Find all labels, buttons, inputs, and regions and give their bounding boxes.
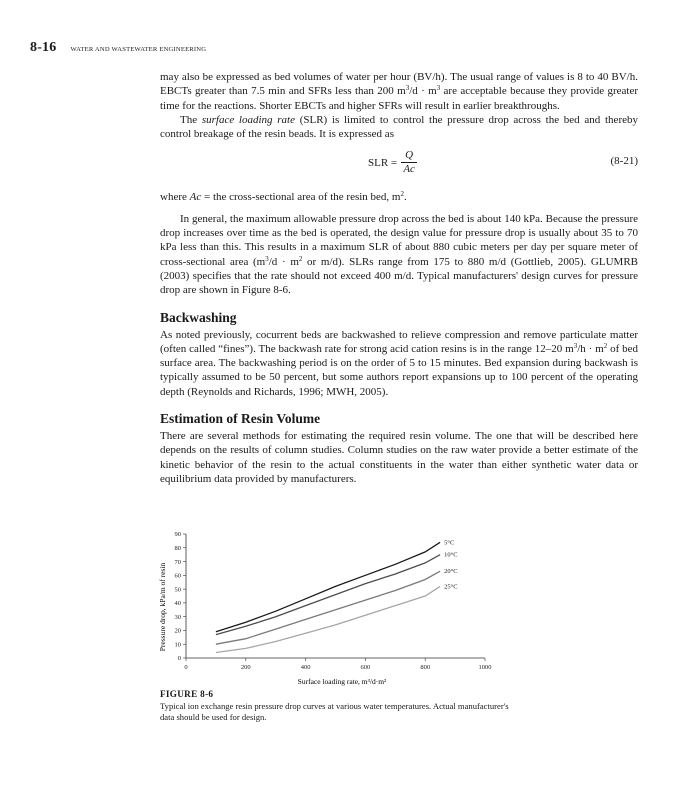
paragraph-bed-volumes: may also be expressed as bed volumes of water per hour (BV/h). The usual range of values is 8 to 40 BV/h. EBCTs greater than 7.5 min and SFRs less than 200 $m^3/d \cdot m^3$ are acceptable because they provide greater time for the reactions. Shorter EBCTs and higher SFRs will result in earlier breakthroughs. bbox=[160, 71, 639, 112]
series-line bbox=[216, 571, 440, 644]
paragraph-pressure-drop: In general, the maximum allowable pressure drop across the bed is about 140 kPa. Because the pressure drop increases over time as the bed is operated, the design value for pressure drop is usually about 35 to 70 kPa less than this. This results in a maximum SLR of about 880 cubic meters per day per square meter of cross-sectional area ($m^3/d \cdot m^2$ or m/d). SLRs range from 175 to 880 m/d (Gottlieb, 2005). GLUMRB (2003) specifies that the rate should not exceed 400 m/d. Typical manufacturers' design curves for pressure drop are shown in Figure 8-6. bbox=[160, 212, 638, 297]
x-tick-label: 800 bbox=[420, 664, 431, 671]
page-number: 8-16 bbox=[30, 40, 57, 55]
figure-caption-text: Typical ion exchange resin pressure drop curves at various water temperatures. Actual manufacturer's data should be used for design. bbox=[160, 701, 509, 722]
y-tick-label: 60 bbox=[174, 572, 181, 580]
figure-label: FIGURE 8-6 bbox=[160, 689, 214, 699]
running-head: WATER AND WASTEWATER ENGINEERING bbox=[70, 46, 207, 53]
section-heading-resin-volume: Estimation of Resin Volume bbox=[160, 411, 321, 427]
series-line bbox=[216, 586, 440, 652]
series-label: 10°C bbox=[444, 551, 458, 559]
page-header bbox=[30, 40, 206, 56]
body-text bbox=[160, 70, 638, 486]
y-tick-label: 80 bbox=[174, 544, 181, 552]
equation-fraction bbox=[401, 149, 417, 176]
chart-series bbox=[216, 539, 458, 652]
x-axis-label: Surface loading rate, m³/d·m² bbox=[297, 677, 387, 686]
y-tick-label: 30 bbox=[174, 613, 181, 621]
equation-where-clause: where Ac = the cross-sectional area of the resin bed, $m^2$. bbox=[160, 190, 407, 204]
section-heading-backwashing: Backwashing bbox=[160, 309, 237, 325]
x-tick-label: 1000 bbox=[478, 664, 492, 671]
y-tick-label: 20 bbox=[174, 627, 181, 635]
equation-lhs: SLR = bbox=[368, 156, 398, 169]
x-tick-label: 200 bbox=[240, 664, 251, 671]
pressure-drop-chart bbox=[156, 524, 516, 686]
y-tick-label: 50 bbox=[174, 586, 181, 594]
y-tick-label: 10 bbox=[174, 641, 181, 649]
equation-denominator: Ac bbox=[403, 163, 415, 176]
y-tick-label: 0 bbox=[177, 655, 181, 663]
x-tick-label: 600 bbox=[360, 664, 371, 671]
figure-caption bbox=[160, 689, 520, 723]
equation-number: (8-21) bbox=[610, 155, 638, 168]
paragraph-surface-loading-rate: The surface loading rate (SLR) is limited to control the pressure drop across the bed and thereby control breakage of the resin beads. It is expressed as bbox=[160, 113, 638, 141]
equation-8-21 bbox=[160, 147, 638, 189]
figure-8-6-chart bbox=[156, 524, 516, 691]
x-tick-label: 0 bbox=[184, 664, 188, 671]
y-tick-label: 90 bbox=[174, 531, 181, 539]
paragraph-resin-volume: There are several methods for estimating the required resin volume. The one that will be described here depends on the results of column studies. Column studies on the raw water provide a better estimate of the kinetic behavior of the resin to the actual constituents in the water than either synthetic water data or equilibrium data provided by manufacturers. bbox=[160, 430, 638, 485]
x-tick-label: 400 bbox=[300, 664, 311, 671]
series-label: 5°C bbox=[444, 539, 455, 547]
paragraph-backwashing: As noted previously, cocurrent beds are backwashed to relieve compression and remove particulate matter (often called “fines”). The backwash rate for strong acid cation resins is in the range 12–20 $m^3/h \cdot m^2$ of bed surface area. The backwashing period is on the order of 5 to 15 minutes. Bed expansion during backwash is typically assumed to be 50 percent, but some authors report expansions up to 100 percent of the operating depth (Reynolds and Richards, 1996; MWH, 2005). bbox=[160, 328, 638, 398]
equation-numerator: Q bbox=[401, 149, 417, 163]
y-axis-label: Pressure drop, kPa/m of resin bbox=[158, 562, 167, 652]
y-tick-label: 40 bbox=[174, 600, 181, 608]
series-label: 20°C bbox=[444, 568, 458, 576]
series-line bbox=[216, 555, 440, 635]
series-label: 25°C bbox=[444, 583, 458, 591]
y-tick-label: 70 bbox=[174, 558, 181, 566]
